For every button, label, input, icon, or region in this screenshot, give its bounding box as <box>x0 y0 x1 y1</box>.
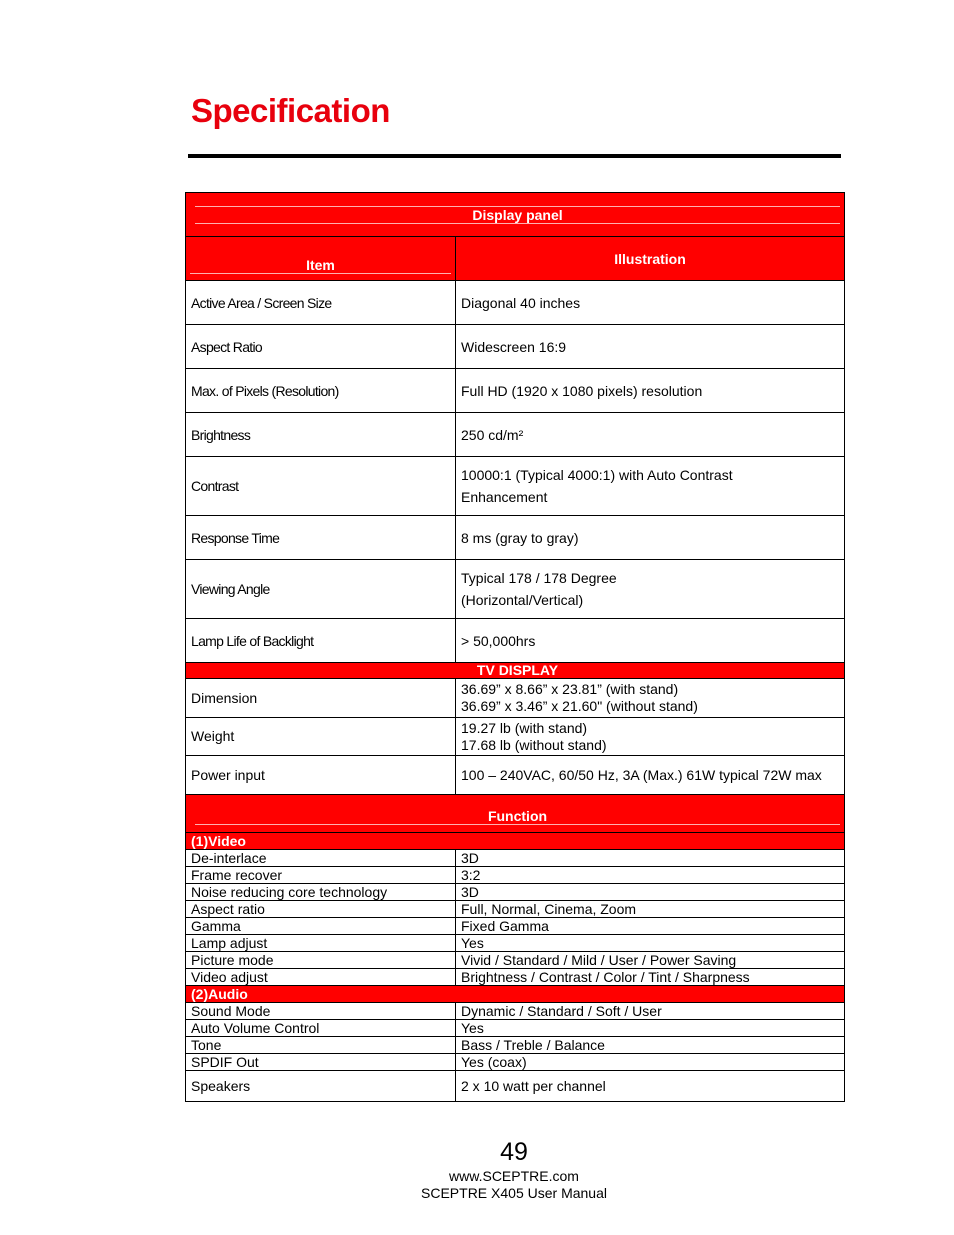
spec-value: > 50,000hrs <box>456 619 845 663</box>
spec-item: Aspect ratio <box>186 901 456 918</box>
website-text: www.SCEPTRE.com <box>449 1168 579 1184</box>
table-row <box>186 969 845 986</box>
table-row <box>186 1020 845 1037</box>
table-row <box>186 901 845 918</box>
page-title: Specification <box>191 92 390 129</box>
table-row <box>186 619 845 663</box>
table-row <box>186 281 845 325</box>
spec-value: 250 cd/m² <box>456 413 845 457</box>
spec-value: Yes (coax) <box>456 1054 845 1071</box>
spec-value: Full, Normal, Cinema, Zoom <box>456 901 845 918</box>
spec-value <box>456 457 845 516</box>
spec-value: 8 ms (gray to gray) <box>456 516 845 560</box>
spec-value-line: 36.69” x 3.46” x 21.60" (without stand) <box>461 698 698 714</box>
spec-value-line: 19.27 lb (with stand) <box>461 719 588 736</box>
table-row <box>186 1054 845 1071</box>
table-row <box>186 918 845 935</box>
table-row <box>186 884 845 901</box>
table-row <box>186 935 845 952</box>
spec-item: Max. of Pixels (Resolution) <box>186 369 456 413</box>
function-header: Function <box>186 795 845 833</box>
table-row <box>186 560 845 619</box>
spec-value <box>456 679 845 718</box>
page-number: 49 <box>500 1138 528 1166</box>
spec-item: Auto Volume Control <box>186 1020 456 1037</box>
spec-item: Frame recover <box>186 867 456 884</box>
spec-item: Lamp adjust <box>186 935 456 952</box>
spec-item: De-interlace <box>186 850 456 867</box>
spec-item: Gamma <box>186 918 456 935</box>
tv-display-header: TV DISPLAY <box>186 663 845 679</box>
manual-title: SCEPTRE X405 User Manual <box>421 1185 607 1201</box>
spec-value: Fixed Gamma <box>456 918 845 935</box>
spec-value: Dynamic / Standard / Soft / User <box>456 1003 845 1020</box>
spec-value-line: (Horizontal/Vertical) <box>461 592 584 608</box>
spec-item: Dimension <box>186 679 456 718</box>
spec-value: Diagonal 40 inches <box>456 281 845 325</box>
display-panel-header: Display panel <box>186 193 845 237</box>
spec-value <box>456 560 845 619</box>
spec-item: Weight <box>186 718 456 756</box>
function-header-row <box>186 795 845 833</box>
table-row <box>186 516 845 560</box>
spec-item: Picture mode <box>186 952 456 969</box>
spec-item: Aspect Ratio <box>186 325 456 369</box>
spec-value-line: 17.68 lb (without stand) <box>461 736 607 753</box>
audio-header-row <box>186 986 845 1003</box>
spec-table <box>185 192 845 1102</box>
table-row <box>186 679 845 718</box>
spec-item: Contrast <box>186 457 456 516</box>
title-divider <box>188 154 841 158</box>
table-row <box>186 867 845 884</box>
spec-value: Vivid / Standard / Mild / User / Power Saving <box>456 952 845 969</box>
spec-value: Brightness / Contrast / Color / Tint / Sharpness <box>456 969 845 986</box>
spec-item: Noise reducing core technology <box>186 884 456 901</box>
col-illustration-header: Illustration <box>456 237 845 281</box>
spec-value: Yes <box>456 1020 845 1037</box>
spec-value: Full HD (1920 x 1080 pixels) resolution <box>456 369 845 413</box>
spec-value: 3:2 <box>456 867 845 884</box>
audio-subheader: (2)Audio <box>186 986 845 1003</box>
spec-value: 2 x 10 watt per channel <box>456 1071 845 1102</box>
video-header-row <box>186 833 845 850</box>
spec-item: Sound Mode <box>186 1003 456 1020</box>
table-row <box>186 413 845 457</box>
spec-value-line: 36.69” x 8.66” x 23.81” (with stand) <box>461 681 679 697</box>
spec-value: 3D <box>456 850 845 867</box>
spec-item: Video adjust <box>186 969 456 986</box>
table-row <box>186 952 845 969</box>
spec-item: Tone <box>186 1037 456 1054</box>
spec-value: Widescreen 16:9 <box>456 325 845 369</box>
spec-item: Power input <box>186 756 456 795</box>
column-header-row <box>186 237 845 281</box>
spec-item: Lamp Life of Backlight <box>186 619 456 663</box>
table-row <box>186 756 845 795</box>
table-row <box>186 457 845 516</box>
table-row <box>186 718 845 756</box>
spec-item: Viewing Angle <box>186 560 456 619</box>
spec-item: Active Area / Screen Size <box>186 281 456 325</box>
spec-item: Speakers <box>186 1071 456 1102</box>
spec-value <box>456 718 845 756</box>
video-subheader: (1)Video <box>186 833 845 850</box>
spec-item: Response Time <box>186 516 456 560</box>
table-row <box>186 325 845 369</box>
spec-value: Bass / Treble / Balance <box>456 1037 845 1054</box>
spec-value: 3D <box>456 884 845 901</box>
spec-value-line: Typical 178 / 178 Degree <box>461 570 617 586</box>
spec-item: Brightness <box>186 413 456 457</box>
tv-display-header-row <box>186 663 845 679</box>
spec-value-line: 10000:1 (Typical 4000:1) with Auto Contrast <box>461 467 733 483</box>
table-row <box>186 369 845 413</box>
table-row <box>186 850 845 867</box>
spec-value: Yes <box>456 935 845 952</box>
spec-item: SPDIF Out <box>186 1054 456 1071</box>
table-row <box>186 1037 845 1054</box>
display-panel-header-row <box>186 193 845 237</box>
table-row <box>186 1071 845 1102</box>
spec-value-line: Enhancement <box>461 489 548 505</box>
col-item-header: Item <box>186 237 456 281</box>
table-row <box>186 1003 845 1020</box>
spec-value: 100 – 240VAC, 60/50 Hz, 3A (Max.) 61W typical 72W max <box>456 756 845 795</box>
